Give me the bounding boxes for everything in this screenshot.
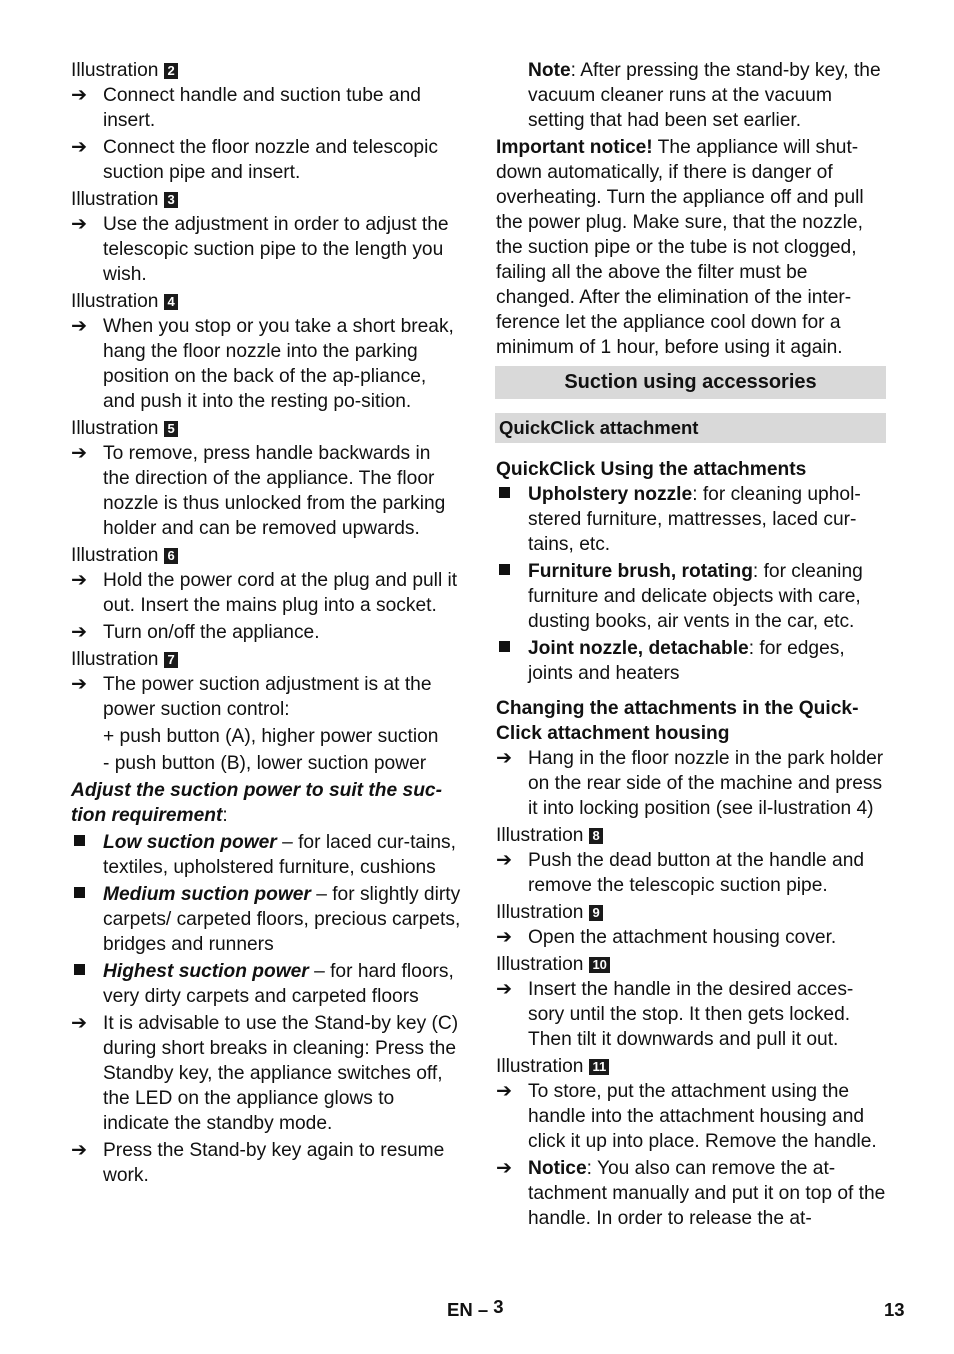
list-item: Low suction power – for laced cur-tains, textiles, upholstered furniture, cushions [71,830,461,880]
illustration-11-label: Illustration 11 [496,1054,886,1079]
list-item: ➔ To store, put the attachment using the handle into the attachment housing and click it up into place. Remove the handle. [496,1081,877,1152]
arrow-right-icon: ➔ [71,443,88,464]
adjust-heading: Adjust the suction power to suit the suc-tion requirement: [71,780,442,826]
square-bullet-icon [71,959,95,984]
arrow-right-icon: ➔ [496,979,513,1000]
list-item: Highest suction power – for hard floors, very dirty carpets and carpeted floors [71,959,461,1009]
list-item: ➔ Notice: You also can remove the at-tachment manually and put it on top of the handle. In order to release the at- [496,1158,886,1229]
list-item: ➔ Turn on/off the appliance. [71,622,320,643]
illustration-number: 7 [164,652,177,668]
illustration-number: 8 [589,828,602,844]
list-item: ➔ Hang in the floor nozzle in the park holder on the rear side of the machine and press it into locking position (see il-lustration 4) [496,748,884,819]
arrow-right-icon: ➔ [496,850,513,871]
illustration-6-label: Illustration 6 [71,543,461,568]
illustration-2-label: Illustration 2 [71,58,461,83]
arrow-right-icon: ➔ [71,1140,88,1161]
footer-dash: – [477,1299,489,1320]
list-item: ➔ Press the Stand-by key again to resume work. [71,1140,445,1186]
bold-heading: Changing the attachments in the Quick-Click attachment housing [496,698,859,744]
list-item: Furniture brush, rotating: for cleaning furniture and delicate objects with care, dusting books, air vents in the car, etc. [496,559,886,634]
subsection-heading: QuickClick attachment [495,413,886,443]
sub-line: - push button (B), lower suction power [103,753,427,774]
illustration-10-label: Illustration 10 [496,952,886,977]
footer-section [447,1297,504,1322]
arrow-right-icon: ➔ [71,214,88,235]
right-column [496,58,886,1233]
illustration-number: 6 [164,548,177,564]
illustration-number: 5 [164,421,177,437]
arrow-right-icon: ➔ [71,622,88,643]
arrow-right-icon: ➔ [496,1158,513,1179]
language-code: EN [447,1299,473,1320]
note-paragraph: Note: After pressing the stand-by key, the vacuum cleaner runs at the vacuum setting that had been set earlier. [528,60,881,131]
list-item: Joint nozzle, detachable: for edges, joints and heaters [496,636,886,686]
list-item: ➔ Hold the power cord at the plug and pull it out. Insert the mains plug into a socket. [71,570,458,616]
arrow-right-icon: ➔ [71,570,88,591]
section-heading: Suction using accessories [495,366,886,399]
illustration-5-label: Illustration 5 [71,416,461,441]
list-item: ➔ When you stop or you take a short break, hang the floor nozzle into the parking position on the back of the ap-pliance, and push it into the resting po-sition. [71,316,454,412]
section-number: 3 [493,1296,504,1317]
illustration-4-label: Illustration 4 [71,289,461,314]
left-column [71,58,461,1190]
sub-line: + push button (A), higher power suction [103,726,439,747]
illustration-3-label: Illustration 3 [71,187,461,212]
arrow-right-icon: ➔ [496,1081,513,1102]
illustration-number: 4 [164,294,177,310]
square-bullet-icon [496,482,520,507]
square-bullet-icon [71,882,95,907]
arrow-right-icon: ➔ [496,927,513,948]
list-item: ➔ To remove, press handle backwards in the direction of the appliance. The floor nozzle is thus unlocked from the parking holder and can be removed upwards. [71,443,446,539]
arrow-right-icon: ➔ [71,85,88,106]
illustration-number: 9 [589,905,602,921]
square-bullet-icon [496,559,520,584]
square-bullet-icon [71,830,95,855]
illustration-8-label: Illustration 8 [496,823,886,848]
arrow-right-icon: ➔ [71,137,88,158]
arrow-right-icon: ➔ [496,748,513,769]
list-item: ➔ Use the adjustment in order to adjust the telescopic suction pipe to the length you wish. [71,214,449,285]
illustration-number: 11 [589,1059,609,1075]
illustration-9-label: Illustration 9 [496,900,886,925]
list-item: ➔ Connect handle and suction tube and insert. [71,85,421,131]
list-item: Medium suction power – for slightly dirty carpets/ carpeted floors, precious carpets, bridges and runners [71,882,461,957]
illustration-number: 2 [164,63,177,79]
list-item: ➔ The power suction adjustment is at the power suction control: [71,674,432,720]
page-number: 13 [884,1299,905,1320]
arrow-right-icon: ➔ [71,1013,88,1034]
square-bullet-icon [496,636,520,661]
illustration-7-label: Illustration 7 [71,647,461,672]
important-notice: Important notice! The appliance will shut-down automatically, if there is danger of overheating. Turn the appliance off and pull the power plug. Make sure, that the nozzle, the suction pipe or the tube is not clogged, failing all the above the filter must be changed. After the elimination of the inter-ference let the appliance cool down for a minimum of 1 hour, before using it again. [496,137,864,358]
list-item: ➔ It is advisable to use the Stand-by key (C) during short breaks in cleaning: Press the Standby key, the appliance switches off, the LED on the appliance glows to indicate the standby mode. [71,1013,459,1134]
arrow-right-icon: ➔ [71,674,88,695]
arrow-right-icon: ➔ [71,316,88,337]
list-item: ➔ Open the attachment housing cover. [496,927,837,948]
list-item: Upholstery nozzle: for cleaning uphol-stered furniture, mattresses, laced cur-tains, etc. [496,482,886,557]
illustration-number: 10 [589,957,609,973]
list-item: ➔ Push the dead button at the handle and remove the telescopic suction pipe. [496,850,865,896]
list-item: ➔ Connect the floor nozzle and telescopic suction pipe and insert. [71,137,438,183]
list-item: ➔ Insert the handle in the desired acces-sory until the stop. It then gets locked. Then tilt it downwards and pull it out. [496,979,854,1050]
illustration-number: 3 [164,192,177,208]
bold-heading: QuickClick Using the attachments [496,459,807,480]
